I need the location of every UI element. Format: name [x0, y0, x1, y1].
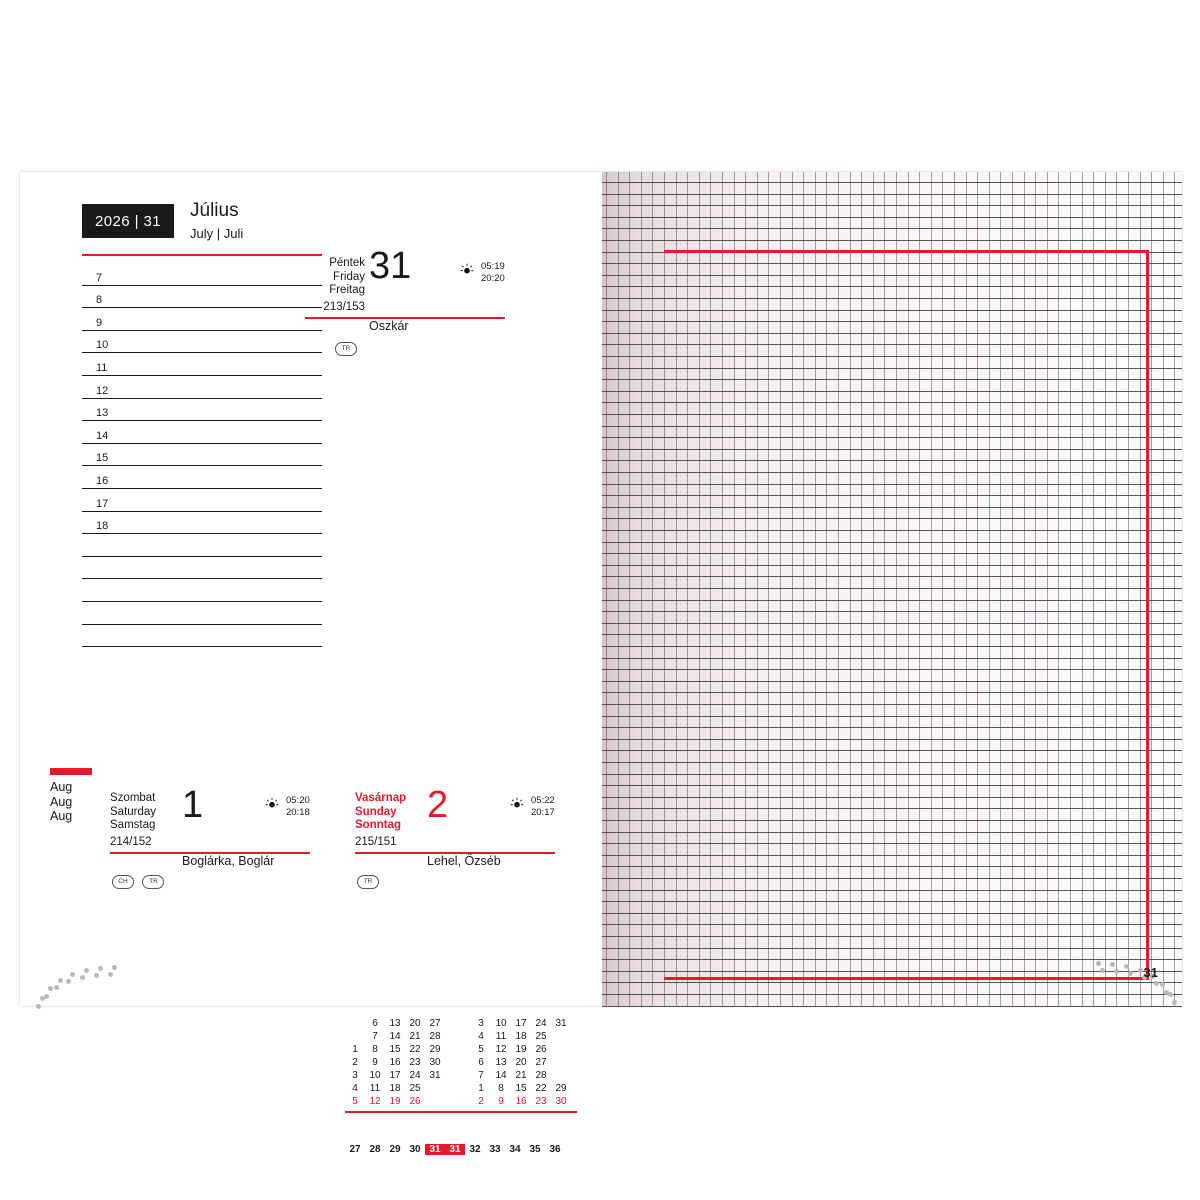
- hour-row[interactable]: [82, 466, 322, 489]
- sun-icon: [510, 797, 524, 811]
- mini-cell: 20: [409, 1018, 421, 1029]
- note-row[interactable]: [82, 579, 322, 602]
- grid-line-horizontal: [602, 205, 1182, 206]
- mini-row: [471, 1056, 571, 1069]
- day-of-year: 215/151: [355, 836, 397, 848]
- note-row[interactable]: [82, 557, 322, 580]
- corner-dot-decoration-left: [34, 940, 124, 1010]
- hour-row[interactable]: [82, 444, 322, 467]
- mini-cell: 29: [429, 1044, 441, 1055]
- nameday-label: Lehel, Őzséb: [427, 854, 501, 868]
- day-name-en: Sunday: [355, 805, 397, 818]
- note-line: [82, 646, 322, 647]
- week-number: 34: [509, 1144, 521, 1155]
- day-number: 1: [182, 784, 204, 826]
- grid-line-horizontal: [602, 228, 1182, 229]
- august-label: Aug: [50, 794, 73, 809]
- mini-cell: [345, 1030, 365, 1043]
- month-name-hu: Július: [190, 200, 239, 221]
- mini-cell: 11: [369, 1083, 381, 1094]
- mini-cell: 9: [498, 1096, 504, 1107]
- hour-label: 13: [96, 407, 109, 420]
- mini-cell: [425, 1095, 445, 1108]
- day-tags-friday: [335, 337, 361, 356]
- day-names-saturday: [110, 792, 180, 833]
- mini-cell: 14: [389, 1031, 401, 1042]
- mini-row: [345, 1069, 445, 1082]
- mini-cell: 6: [372, 1018, 378, 1029]
- day-tags-saturday: [112, 870, 168, 889]
- mini-row: [345, 1056, 445, 1069]
- hour-row[interactable]: [82, 308, 322, 331]
- mini-calendar: [345, 1017, 577, 1117]
- mini-cell: 2: [478, 1096, 484, 1107]
- note-row[interactable]: [82, 625, 322, 648]
- mini-cell: [551, 1069, 571, 1082]
- mini-cell: 23: [535, 1096, 547, 1107]
- page-number: 31: [1143, 965, 1158, 980]
- grid-line-vertical: [606, 172, 607, 1006]
- tag-badge: TR: [142, 875, 164, 889]
- mini-cell: [345, 1017, 365, 1030]
- week-number: 28: [369, 1144, 381, 1155]
- mini-cell: 16: [389, 1057, 401, 1068]
- mini-cell: 19: [515, 1044, 527, 1055]
- mini-cell: 22: [409, 1044, 421, 1055]
- mini-cell: [551, 1030, 571, 1043]
- week-number: 33: [489, 1144, 501, 1155]
- grid-line-vertical: [1151, 172, 1152, 1006]
- date-badge: 2026 | 31: [82, 204, 174, 238]
- mini-cell: [425, 1082, 445, 1095]
- tag-badge: TR: [357, 875, 379, 889]
- mini-cell: 13: [495, 1057, 507, 1068]
- mini-cell: 8: [372, 1044, 378, 1055]
- sun-icon: [265, 797, 279, 811]
- hour-label: 16: [96, 474, 109, 487]
- mini-cell: 12: [495, 1044, 507, 1055]
- mini-row: [345, 1095, 445, 1108]
- day-number: 31: [369, 245, 412, 287]
- note-row[interactable]: [82, 534, 322, 557]
- mini-cell: 25: [409, 1083, 421, 1094]
- mini-cell: 1: [352, 1044, 358, 1055]
- mini-cell: 4: [478, 1031, 484, 1042]
- august-accent-bar: [50, 768, 92, 775]
- hour-label: 18: [96, 520, 109, 533]
- grid-line-horizontal: [602, 182, 1182, 183]
- august-label: Aug: [50, 780, 73, 794]
- mini-cell: 9: [372, 1057, 378, 1068]
- mini-cell: 3: [478, 1018, 484, 1029]
- mini-row: [345, 1082, 445, 1095]
- nameday-label: Boglárka, Boglár: [182, 854, 275, 868]
- august-marker: [50, 768, 92, 824]
- mini-calendar-right: [471, 1017, 571, 1108]
- hour-label: 12: [96, 384, 109, 397]
- mini-cell: 20: [515, 1057, 527, 1068]
- mini-calendar-left: [345, 1017, 445, 1108]
- sunrise-time: 05:19: [481, 261, 505, 272]
- hour-row[interactable]: [82, 421, 322, 444]
- sunset-time: 20:20: [481, 273, 505, 284]
- mini-cell: 8: [498, 1083, 504, 1094]
- hour-label: 8: [96, 294, 103, 307]
- mini-cell: 4: [352, 1083, 358, 1094]
- mini-cell: 15: [515, 1083, 527, 1094]
- mini-row: [471, 1082, 571, 1095]
- left-page: [20, 172, 602, 1155]
- august-label: Aug: [50, 809, 73, 823]
- hour-label: 10: [96, 339, 109, 352]
- planner-spread: [20, 172, 1182, 1155]
- mini-cell: 17: [389, 1070, 401, 1081]
- hour-ruler: [82, 254, 322, 647]
- grid-line-horizontal: [602, 194, 1182, 195]
- mini-cell: 18: [389, 1083, 401, 1094]
- hour-row[interactable]: [82, 331, 322, 354]
- day-name-en: Saturday: [110, 805, 157, 818]
- hour-row[interactable]: [82, 399, 322, 422]
- mini-cell: 2: [352, 1057, 358, 1068]
- sun-icon: [460, 263, 474, 277]
- day-name-hu: Szombat: [110, 792, 156, 804]
- mini-cell: 27: [535, 1057, 547, 1068]
- mini-cell: 25: [535, 1031, 547, 1042]
- mini-cell: 28: [535, 1070, 547, 1081]
- day-names-sunday: [355, 792, 425, 833]
- hour-ruler-accent-bar: [82, 254, 322, 256]
- nameday-label: Oszkár: [369, 319, 409, 333]
- day-name-de: Samstag: [110, 819, 156, 831]
- right-page-grid: [602, 172, 1182, 1006]
- mini-cell: [551, 1043, 571, 1056]
- week-number: 32: [469, 1144, 481, 1155]
- hour-row[interactable]: [82, 489, 322, 512]
- mini-cell: 15: [389, 1044, 401, 1055]
- week-number: 36: [549, 1144, 561, 1155]
- mini-cell: 14: [495, 1070, 507, 1081]
- mini-cell: 3: [352, 1070, 358, 1081]
- mini-cell: 11: [495, 1031, 507, 1042]
- mini-cell: 1: [478, 1083, 484, 1094]
- mini-row: [345, 1017, 445, 1030]
- mini-cell: 10: [495, 1018, 507, 1029]
- tag-badge: TR: [335, 342, 357, 356]
- sunrise-time: 05:20: [286, 795, 310, 806]
- mini-row: [471, 1030, 571, 1043]
- mini-cell: 10: [369, 1070, 381, 1081]
- mini-row: [471, 1069, 571, 1082]
- mini-cell: 7: [372, 1031, 378, 1042]
- mini-cell: 5: [478, 1044, 484, 1055]
- mini-cell: 29: [555, 1083, 567, 1094]
- hour-label: 17: [96, 497, 109, 510]
- day-name-de: Freitag: [329, 284, 365, 296]
- day-names-friday: [305, 257, 365, 298]
- week-number-current: 31: [425, 1144, 445, 1155]
- mini-cell: 21: [409, 1031, 421, 1042]
- day-of-year: 213/153: [323, 301, 365, 313]
- hour-label: 14: [96, 429, 109, 442]
- mini-row: [471, 1095, 571, 1108]
- mini-cell: [551, 1056, 571, 1069]
- mini-cell: 31: [429, 1070, 441, 1081]
- hour-row[interactable]: [82, 512, 322, 535]
- mini-cell: 24: [409, 1070, 421, 1081]
- mini-cell: 5: [352, 1096, 358, 1107]
- day-tags-sunday: [357, 870, 383, 889]
- day-of-year: 214/152: [110, 836, 152, 848]
- mini-cell: 6: [478, 1057, 484, 1068]
- mini-cell: 30: [555, 1096, 567, 1107]
- week-number-strip: [345, 1144, 565, 1155]
- mini-cell: 12: [369, 1096, 381, 1107]
- corner-dot-decoration-right: [1088, 936, 1178, 1006]
- hour-row[interactable]: [82, 376, 322, 399]
- red-highlight-frame: [664, 250, 1149, 980]
- mini-cell: 31: [555, 1018, 567, 1029]
- hour-label: 15: [96, 452, 109, 465]
- hour-row[interactable]: [82, 263, 322, 286]
- hour-row[interactable]: [82, 286, 322, 309]
- hour-row[interactable]: [82, 353, 322, 376]
- week-number-current: 31: [445, 1144, 465, 1155]
- grid-line-horizontal: [602, 217, 1182, 218]
- month-name-en-de: July | Juli: [190, 226, 244, 241]
- grid-line-vertical: [641, 172, 642, 1006]
- grid-line-vertical: [1174, 172, 1175, 1006]
- mini-cell: 28: [429, 1031, 441, 1042]
- day-number: 2: [427, 784, 449, 826]
- grid-line-vertical: [629, 172, 630, 1006]
- grid-line-vertical: [618, 172, 619, 1006]
- note-row[interactable]: [82, 602, 322, 625]
- week-number: 27: [349, 1144, 361, 1155]
- day-name-en: Friday: [333, 270, 365, 283]
- mini-cell: 27: [429, 1018, 441, 1029]
- mini-cell: 17: [515, 1018, 527, 1029]
- mini-cell: 18: [515, 1031, 527, 1042]
- day-name-hu: Péntek: [329, 257, 365, 269]
- hour-label: 11: [96, 361, 108, 374]
- grid-line-vertical: [652, 172, 653, 1006]
- grid-line-horizontal: [602, 240, 1182, 241]
- mini-cell: 21: [515, 1070, 527, 1081]
- mini-row: [345, 1030, 445, 1043]
- mini-row: [471, 1043, 571, 1056]
- mini-cell: 22: [535, 1083, 547, 1094]
- week-number: 29: [389, 1144, 401, 1155]
- mini-cell: 26: [535, 1044, 547, 1055]
- week-number: 35: [529, 1144, 541, 1155]
- mini-cell: 23: [409, 1057, 421, 1068]
- mini-cell: 13: [389, 1018, 401, 1029]
- mini-row: [471, 1017, 571, 1030]
- sunset-time: 20:18: [286, 807, 310, 818]
- week-number: 30: [409, 1144, 421, 1155]
- mini-cell: 24: [535, 1018, 547, 1029]
- hour-label: 7: [96, 271, 103, 284]
- day-name-hu: Vasárnap: [355, 792, 407, 804]
- mini-calendar-accent-rule: [345, 1111, 577, 1113]
- mini-cell: 19: [389, 1096, 401, 1107]
- mini-row: [345, 1043, 445, 1056]
- mini-cell: 16: [515, 1096, 527, 1107]
- mini-cell: 7: [478, 1070, 484, 1081]
- mini-cell: 30: [429, 1057, 441, 1068]
- hour-label: 9: [96, 316, 103, 329]
- sunrise-time: 05:22: [531, 795, 555, 806]
- sunset-time: 20:17: [531, 807, 555, 818]
- tag-badge: CH: [112, 875, 134, 889]
- grid-line-vertical: [1163, 172, 1164, 1006]
- mini-cell: 26: [409, 1096, 421, 1107]
- day-name-de: Sonntag: [355, 819, 401, 831]
